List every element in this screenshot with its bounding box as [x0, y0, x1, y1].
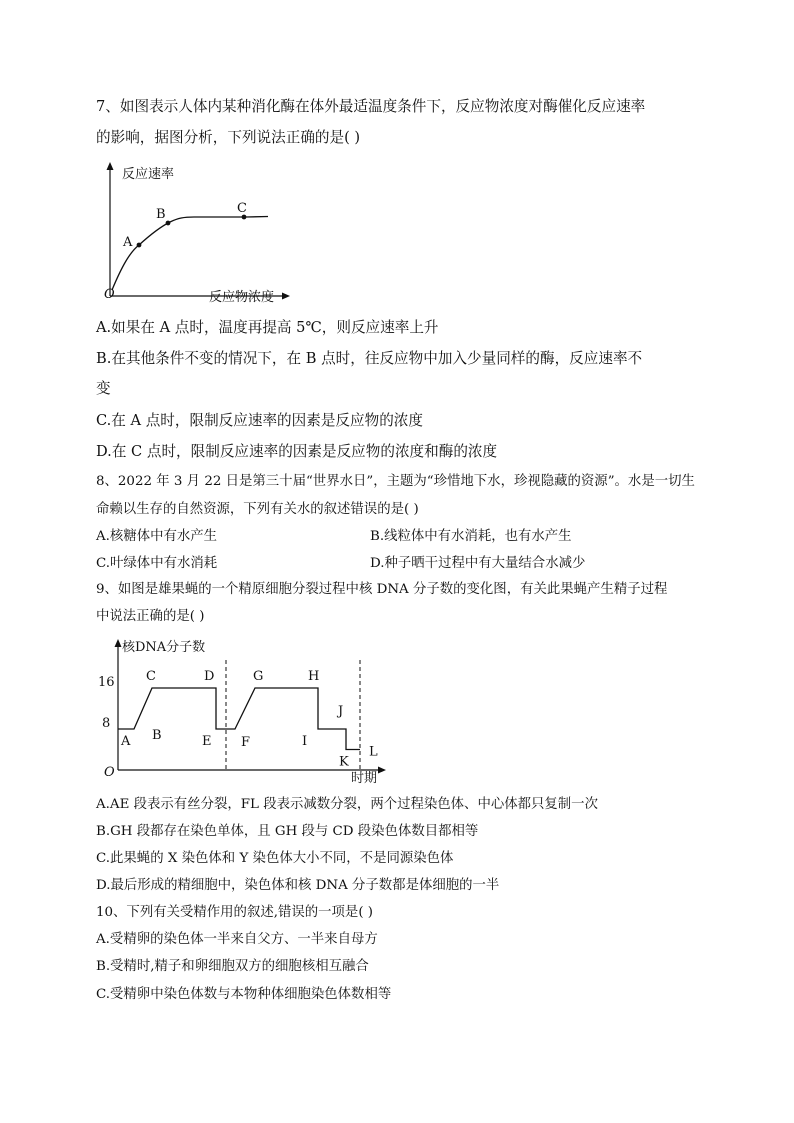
q8-stem-line1: 8、2022 年 3 月 22 日是第三十届“世界水日”，主题为“珍惜地下水，珍视隐藏的资源”。水是一切生: [96, 474, 695, 489]
q9-y-label: 核DNA分子数: [122, 640, 206, 655]
q7-point-b-label: B: [156, 207, 166, 222]
q9-point-label-e: E: [202, 734, 212, 749]
q9-point-label-i: I: [302, 734, 308, 749]
q8-option-a: A.核糖体中有水产生: [96, 529, 218, 544]
q9-y-tick-16: 16: [98, 675, 115, 690]
q7-origin-label: O: [104, 287, 115, 302]
q7-y-arrow: [107, 162, 114, 170]
q9-y-arrow: [115, 639, 122, 647]
q9-point-label-j: J: [338, 704, 344, 719]
q10-option-b: B.受精时,精子和卵细胞双方的细胞核相互融合: [96, 959, 369, 974]
q9-stem-line2: 中说法正确的是( ): [96, 609, 205, 624]
q9-option-b: B.GH 段都存在染色单体，且 GH 段与 CD 段染色体数目都相等: [96, 824, 479, 839]
q9-point-label-b: B: [152, 728, 162, 743]
q7-option-a: A.如果在 A 点时，温度再提高 5℃，则反应速率上升: [96, 319, 439, 336]
q9-x-arrow: [378, 767, 386, 774]
q9-x-label: 时期: [351, 771, 378, 786]
q7-point-a-label: A: [123, 235, 133, 250]
q7-x-label: 反应物浓度: [209, 290, 275, 305]
q9-stem-line1: 9、如图是雄果蝇的一个精原细胞分裂过程中核 DNA 分子数的变化图，有关此果蝇产生精子过程: [96, 582, 668, 597]
q9-option-a: A.AE 段表示有丝分裂，FL 段表示减数分裂，两个过程染色体、中心体都只复制一次: [96, 797, 598, 812]
q7-option-d: D.在 C 点时，限制反应速率的因素是反应物的浓度和酶的浓度: [96, 443, 498, 460]
q7-x-arrow: [282, 293, 290, 300]
q8-option-b: B.线粒体中有水消耗，也有水产生: [370, 529, 572, 544]
q7-stem-line1: 7、如图表示人体内某种消化酶在体外最适温度条件下，反应物浓度对酶催化反应速率: [96, 98, 646, 115]
q9-origin-label: O: [104, 765, 115, 780]
q7-point-b: [166, 221, 171, 226]
q9-point-label-f: F: [241, 735, 251, 750]
q9-point-label-d: D: [204, 669, 215, 684]
q9-dna-chart: [96, 630, 396, 788]
q9-point-label-g: G: [253, 669, 264, 684]
q10-option-c: C.受精卵中染色体数与本物种体细胞染色体数相等: [96, 987, 392, 1002]
q7-option-b-line1: B.在其他条件不变的情况下，在 B 点时，往反应物中加入少量同样的酶，反应速率不: [96, 350, 643, 367]
q9-option-d: D.最后形成的精细胞中，染色体和核 DNA 分子数都是体细胞的一半: [96, 878, 500, 893]
q7-y-label: 反应速率: [122, 167, 175, 182]
q8-option-d: D.种子晒干过程中有大量结合水减少: [370, 556, 586, 571]
q9-point-label-c: C: [146, 669, 156, 684]
q7-option-c: C.在 A 点时，限制反应速率的因素是反应物的浓度: [96, 412, 423, 429]
q7-point-c-label: C: [237, 201, 247, 216]
q9-point-label-a: A: [121, 734, 131, 749]
q7-stem-line2: 的影响，据图分析，下列说法正确的是( ): [96, 129, 361, 146]
q10-stem: 10、下列有关受精作用的叙述,错误的一项是( ): [96, 905, 374, 920]
q7-enzyme-rate-figure: [96, 160, 296, 308]
q8-option-c: C.叶绿体中有水消耗: [96, 556, 218, 571]
q7-rate-curve: [112, 217, 268, 291]
q9-y-tick-8: 8: [102, 716, 111, 731]
q9-series-group: [118, 669, 378, 770]
q9-point-label-h: H: [308, 669, 320, 684]
q9-point-label-l: L: [369, 744, 378, 760]
q8-stem-line2: 命赖以生存的自然资源，下列有关水的叙述错误的是( ): [96, 502, 419, 517]
q9-option-c: C.此果蝇的 X 染色体和 Y 染色体大小不同，不是同源染色体: [96, 851, 454, 866]
q10-option-a: A.受精卵的染色体一半来自父方、一半来自母方: [96, 932, 378, 947]
q9-point-label-k: K: [339, 754, 349, 770]
q7-option-b-line2: 变: [96, 380, 111, 397]
q7-point-a: [137, 243, 142, 248]
